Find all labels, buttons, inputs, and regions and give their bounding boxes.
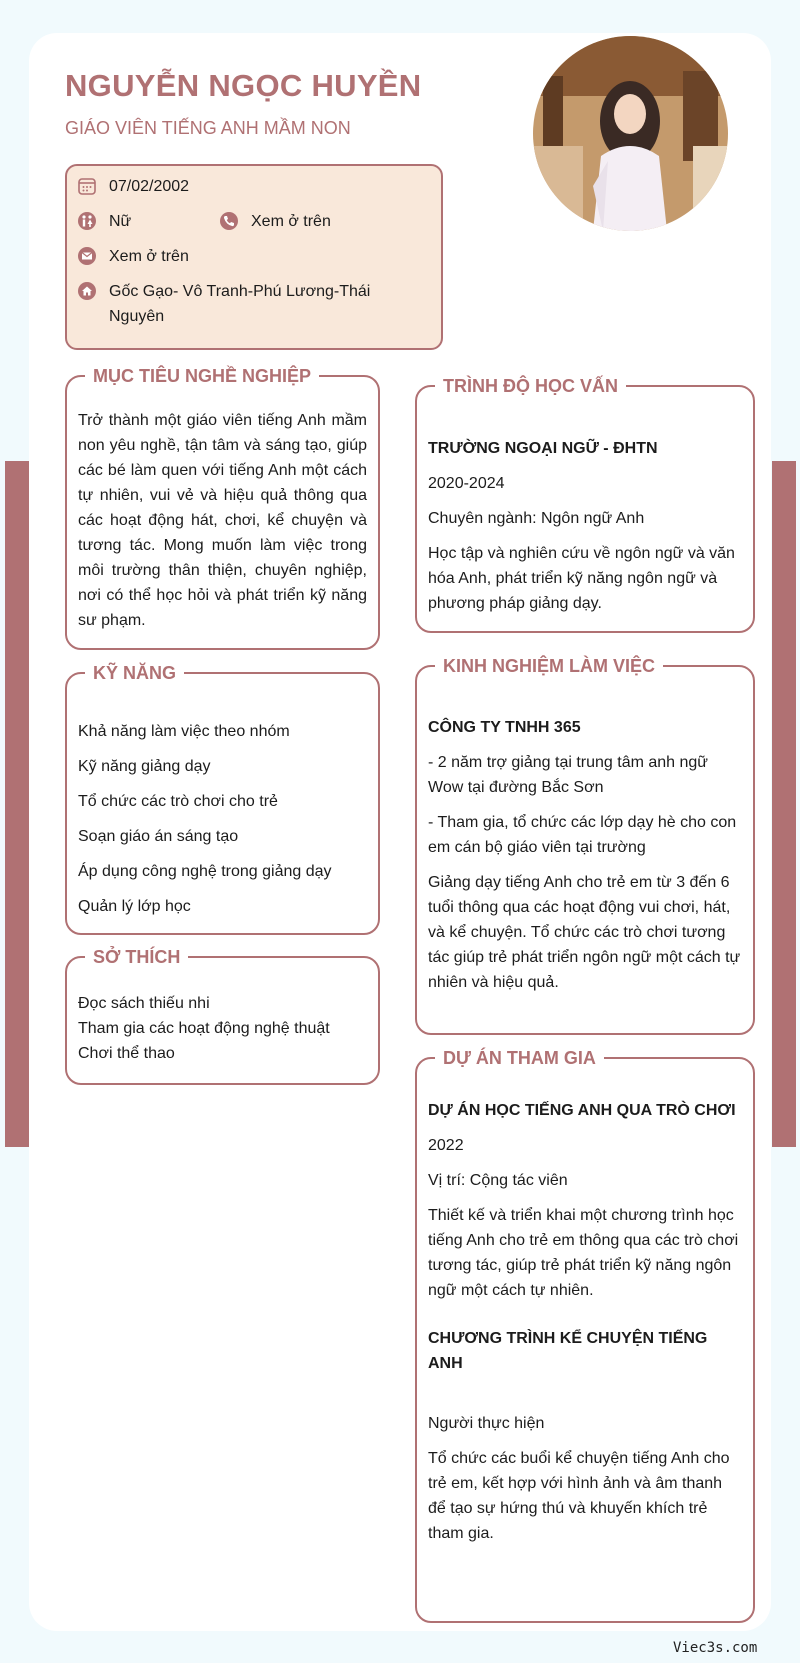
candidate-title: GIÁO VIÊN TIẾNG ANH MẦM NON bbox=[65, 118, 351, 138]
email-row bbox=[77, 244, 189, 269]
experience-heading: KINH NGHIỆM LÀM VIỆC bbox=[435, 655, 663, 677]
experience-section bbox=[415, 656, 755, 1035]
skill-item: Tổ chức các trò chơi cho trẻ bbox=[78, 793, 278, 810]
objective-heading: MỤC TIÊU NGHỀ NGHIỆP bbox=[85, 365, 319, 387]
project-name: DỰ ÁN HỌC TIẾNG ANH QUA TRÒ CHƠI bbox=[428, 1102, 736, 1119]
left-accent-bar bbox=[5, 461, 29, 1147]
education-major: Chuyên ngành: Ngôn ngữ Anh bbox=[428, 510, 645, 527]
projects-heading: DỰ ÁN THAM GIA bbox=[435, 1047, 604, 1069]
education-years: 2020-2024 bbox=[428, 475, 505, 492]
gender-value: Nữ bbox=[109, 213, 132, 230]
objective-text: Trở thành một giáo viên tiếng Anh mầm non yêu nghề, tận tâm và sáng tạo, giúp các bé làm quen với tiếng Anh một cách tự nhiên, vui vẻ và hiệu quả thông qua các hoạt động hát, chơi, kể chuyện và tương tác. Mong muốn làm việc trong môi trường thân thiện, chuyên nghiệp, nơi có thể học hỏi và phát triển kỹ năng sư phạm. bbox=[78, 412, 367, 629]
objective-section bbox=[65, 366, 380, 650]
experience-point: - 2 năm trợ giảng tại trung tâm anh ngữ Wow tại đường Bắc Sơn bbox=[428, 754, 709, 796]
hobby-item: Đọc sách thiếu nhi bbox=[78, 995, 210, 1012]
skill-item: Quản lý lớp học bbox=[78, 898, 191, 915]
education-heading: TRÌNH ĐỘ HỌC VẤN bbox=[435, 375, 626, 397]
skill-item: Soạn giáo án sáng tạo bbox=[78, 828, 239, 845]
dob-value: 07/02/2002 bbox=[109, 178, 190, 195]
skill-item: Kỹ năng giảng dạy bbox=[78, 758, 211, 775]
skill-item: Áp dụng công nghệ trong giảng dạy bbox=[78, 863, 332, 880]
dob-row bbox=[77, 174, 189, 199]
home-icon bbox=[77, 281, 97, 301]
candidate-name: NGUYỄN NGỌC HUYỀN bbox=[65, 68, 422, 103]
experience-point: - Tham gia, tổ chức các lớp dạy hè cho con em cán bộ giáo viên tại trường bbox=[428, 814, 737, 856]
address-value: Gốc Gạo- Vô Tranh-Phú Lương-Thái Nguyên bbox=[109, 283, 371, 325]
education-section bbox=[415, 376, 755, 633]
hobby-item: Tham gia các hoạt động nghệ thuật bbox=[78, 1020, 330, 1037]
hobbies-list bbox=[78, 991, 367, 1066]
education-body bbox=[428, 436, 742, 616]
company-name: CÔNG TY TNHH 365 bbox=[428, 719, 581, 736]
phone-value: Xem ở trên bbox=[251, 213, 331, 230]
mail-icon bbox=[77, 246, 97, 266]
hobbies-heading: SỞ THÍCH bbox=[85, 946, 188, 968]
avatar bbox=[533, 36, 728, 231]
hobby-item: Chơi thể thao bbox=[78, 1045, 175, 1062]
phone-icon bbox=[219, 211, 239, 231]
project-role: Người thực hiện bbox=[428, 1415, 545, 1432]
projects-body bbox=[428, 1098, 742, 1546]
education-description: Học tập và nghiên cứu về ngôn ngữ và văn hóa Anh, phát triển kỹ năng ngôn ngữ và phương pháp giảng dạy. bbox=[428, 545, 735, 612]
skills-section bbox=[65, 663, 380, 935]
skill-item: Khả năng làm việc theo nhóm bbox=[78, 723, 290, 740]
project-description: Tổ chức các buổi kể chuyện tiếng Anh cho trẻ em, kết hợp với hình ảnh và âm thanh để tạo sự hứng thú và khuyến khích trẻ tham gia. bbox=[428, 1450, 730, 1542]
school-name: TRƯỜNG NGOẠI NGỮ - ĐHTN bbox=[428, 440, 658, 457]
experience-body bbox=[428, 715, 742, 995]
skills-heading: KỸ NĂNG bbox=[85, 662, 184, 684]
address-row bbox=[77, 279, 407, 329]
hobbies-section bbox=[65, 947, 380, 1085]
skills-list bbox=[78, 719, 367, 919]
email-value: Xem ở trên bbox=[109, 248, 189, 265]
project-name: CHƯƠNG TRÌNH KỂ CHUYỆN TIẾNG ANH bbox=[428, 1330, 708, 1372]
project-description: Thiết kế và triển khai một chương trình học tiếng Anh cho trẻ em thông qua các trò chơi tương tác, giúp trẻ phát triển kỹ năng ngôn ngữ một cách tự nhiên. bbox=[428, 1207, 739, 1299]
project-year: 2022 bbox=[428, 1137, 464, 1154]
gender-row bbox=[77, 209, 131, 234]
project-role: Vị trí: Cộng tác viên bbox=[428, 1172, 568, 1189]
calendar-icon bbox=[77, 176, 97, 196]
projects-section bbox=[415, 1048, 755, 1623]
experience-description: Giảng dạy tiếng Anh cho trẻ em từ 3 đến 6 tuổi thông qua các hoạt động vui chơi, hát, và kể chuyện. Tổ chức các trò chơi tương tác giúp trẻ phát triển ngôn ngữ một cách tự nhiên và hiệu quả. bbox=[428, 874, 741, 991]
phone-row bbox=[219, 209, 331, 234]
right-accent-bar bbox=[772, 461, 796, 1147]
watermark: Viec3s.com bbox=[673, 1640, 758, 1656]
gender-icon bbox=[77, 211, 97, 231]
